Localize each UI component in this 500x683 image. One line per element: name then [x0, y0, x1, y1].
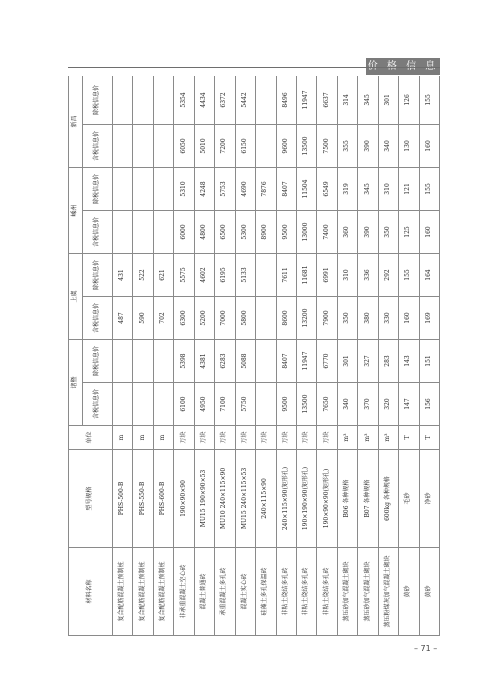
price-cell: 4248	[194, 167, 214, 210]
header-name: 材料名称	[69, 548, 113, 636]
subheader-incl-price: 含税信息价	[83, 210, 113, 253]
header-spec: 型号规格	[69, 450, 113, 548]
material-name-cell: 非粘土烧结多孔砖	[317, 548, 337, 636]
header-city-4: 新昌	[69, 76, 83, 167]
price-cell: 7200	[215, 124, 235, 167]
price-cell: 301	[337, 339, 357, 382]
price-cell: 5010	[194, 124, 214, 167]
price-cell	[153, 76, 173, 124]
material-name-cell: 复合配筋混凝土预制桩	[133, 548, 153, 636]
price-cell: 340	[337, 383, 357, 426]
price-cell: 155	[419, 76, 439, 124]
page-number: – 71 –	[414, 644, 438, 653]
spec-cell: 毛砂	[399, 450, 419, 548]
spec-cell: MU15 240×115×53	[235, 450, 255, 548]
price-cell: 7611	[276, 253, 296, 296]
price-cell: 355	[337, 124, 357, 167]
price-cell: 340	[378, 124, 398, 167]
price-cell: 125	[399, 210, 419, 253]
price-cell: 6500	[215, 210, 235, 253]
material-name-cell: 复合配筋混凝土预制桩	[113, 548, 133, 636]
unit-cell: m³	[337, 426, 357, 450]
unit-cell: m	[153, 426, 173, 450]
table-row	[174, 76, 194, 636]
price-cell: 4434	[194, 76, 214, 124]
price-cell: 6000	[174, 210, 194, 253]
spec-cell: MU15 190×90×53	[194, 450, 214, 548]
price-cell: 13500	[296, 383, 316, 426]
price-cell: 4950	[194, 383, 214, 426]
unit-cell: m	[133, 426, 153, 450]
price-cell: 431	[113, 253, 133, 296]
spec-cell: B06 各种规格	[337, 450, 357, 548]
price-cell: 5310	[174, 167, 194, 210]
price-cell: 151	[419, 339, 439, 382]
table-row	[153, 76, 173, 636]
material-name-cell: 非承重混凝土空心砖	[174, 548, 194, 636]
spec-cell: 190×90×90	[174, 450, 194, 548]
subheader-incl-price: 含税信息价	[83, 124, 113, 167]
subheader-excl-price: 除税信息价	[83, 339, 113, 382]
price-cell: 336	[358, 253, 378, 296]
price-cell	[133, 124, 153, 167]
price-cell	[256, 253, 276, 296]
price-cell: 6770	[317, 339, 337, 382]
price-cell: 13200	[296, 296, 316, 339]
price-cell: 6991	[317, 253, 337, 296]
table-row	[276, 76, 296, 636]
price-cell: 380	[358, 296, 378, 339]
price-cell: 327	[358, 339, 378, 382]
price-cell	[256, 339, 276, 382]
price-cell: 360	[337, 210, 357, 253]
price-cell: 5088	[235, 339, 255, 382]
price-cell: 160	[419, 210, 439, 253]
spec-cell: MU10 240×115×90	[215, 450, 235, 548]
price-cell	[133, 210, 153, 253]
price-cell: 370	[358, 383, 378, 426]
price-cell: 13000	[296, 210, 316, 253]
table-row	[235, 76, 255, 636]
spec-cell: 净砂	[419, 450, 439, 548]
table-row	[256, 76, 276, 636]
table-row	[215, 76, 235, 636]
unit-cell: m	[113, 426, 133, 450]
price-cell: 345	[358, 167, 378, 210]
unit-cell: 万块	[174, 426, 194, 450]
price-cell: 11504	[296, 167, 316, 210]
price-table-container	[68, 76, 440, 636]
spec-cell: PHS-600-B	[153, 450, 173, 548]
spec-cell: 240×115×90(矩形孔)	[276, 450, 296, 548]
subheader-incl-price: 含税信息价	[83, 383, 113, 426]
spec-cell: 190×190×90(矩形孔)	[296, 450, 316, 548]
price-cell: 5750	[235, 383, 255, 426]
price-cell: 6100	[174, 383, 194, 426]
price-cell	[113, 167, 133, 210]
price-cell: 11947	[296, 76, 316, 124]
price-cell: 6195	[215, 253, 235, 296]
material-name-cell: 蒸压砂加气混凝土砌块	[337, 548, 357, 636]
price-cell: 4381	[194, 339, 214, 382]
unit-cell: 万块	[194, 426, 214, 450]
price-cell: 7500	[317, 124, 337, 167]
material-name-cell: 蒸压粉煤灰加气混凝土砌块	[378, 548, 398, 636]
price-cell: 7900	[317, 296, 337, 339]
price-cell: 13500	[296, 124, 316, 167]
price-cell	[256, 124, 276, 167]
price-cell: 7100	[215, 383, 235, 426]
price-cell	[256, 383, 276, 426]
price-cell: 350	[378, 210, 398, 253]
price-cell: 6549	[317, 167, 337, 210]
table-row	[317, 76, 337, 636]
header-city-3: 嵊州	[69, 167, 83, 253]
material-name-cell: 黄砂	[419, 548, 439, 636]
spec-cell: 190×90×90(矩形孔)	[317, 450, 337, 548]
price-cell: 7000	[215, 296, 235, 339]
price-cell: 5398	[174, 339, 194, 382]
unit-cell: T	[399, 426, 419, 450]
price-cell	[133, 339, 153, 382]
price-cell	[153, 383, 173, 426]
price-cell	[153, 167, 173, 210]
price-table	[68, 76, 440, 636]
price-cell: 8407	[276, 339, 296, 382]
price-cell: 126	[399, 76, 419, 124]
price-cell: 8407	[276, 167, 296, 210]
spec-cell: PHS-500-B	[113, 450, 133, 548]
price-cell: 11681	[296, 253, 316, 296]
price-cell: 6637	[317, 76, 337, 124]
price-cell: 350	[337, 296, 357, 339]
price-cell: 390	[358, 124, 378, 167]
price-cell: 5200	[194, 296, 214, 339]
price-cell: 5800	[235, 296, 255, 339]
price-cell: 6300	[174, 296, 194, 339]
price-cell: 169	[419, 296, 439, 339]
price-cell: 9600	[276, 124, 296, 167]
price-cell: 9500	[276, 210, 296, 253]
price-cell	[113, 124, 133, 167]
price-cell: 5575	[174, 253, 194, 296]
header-city-2: 上虞	[69, 253, 83, 339]
price-cell	[113, 383, 133, 426]
material-name-cell: 混凝土实心砖	[235, 548, 255, 636]
header-city-1: 诸暨	[69, 339, 83, 425]
price-cell: 702	[153, 296, 173, 339]
subheader-excl-price: 除税信息价	[83, 167, 113, 210]
price-cell: 621	[153, 253, 173, 296]
unit-cell: T	[419, 426, 439, 450]
price-cell	[153, 339, 173, 382]
price-cell	[113, 339, 133, 382]
price-cell	[133, 76, 153, 124]
unit-cell: m³	[358, 426, 378, 450]
price-cell: 4800	[194, 210, 214, 253]
price-cell: 164	[419, 253, 439, 296]
price-cell: 283	[378, 339, 398, 382]
material-name-cell: 复合配筋混凝土预制桩	[153, 548, 173, 636]
price-cell	[153, 210, 173, 253]
price-cell: 121	[399, 167, 419, 210]
price-cell: 487	[113, 296, 133, 339]
material-name-cell: 混凝土普通砖	[194, 548, 214, 636]
price-cell	[133, 167, 153, 210]
price-cell: 8600	[276, 296, 296, 339]
price-cell: 6372	[215, 76, 235, 124]
price-cell	[133, 383, 153, 426]
price-cell: 11947	[296, 339, 316, 382]
price-cell: 155	[419, 167, 439, 210]
price-cell: 6150	[235, 124, 255, 167]
price-cell	[113, 76, 133, 124]
price-cell: 314	[337, 76, 357, 124]
price-cell: 155	[399, 253, 419, 296]
subheader-incl-price: 含税信息价	[83, 296, 113, 339]
material-name-cell: 承重混凝土多孔砖	[215, 548, 235, 636]
price-cell: 147	[399, 383, 419, 426]
spec-cell: 600kg 各种规格	[378, 450, 398, 548]
price-cell: 7400	[317, 210, 337, 253]
price-cell: 319	[337, 167, 357, 210]
subheader-excl-price: 除税信息价	[83, 253, 113, 296]
price-cell: 8496	[276, 76, 296, 124]
material-name-cell: 非粘土烧结多孔砖	[296, 548, 316, 636]
table-row	[113, 76, 133, 636]
price-cell: 301	[378, 76, 398, 124]
price-cell: 8900	[256, 210, 276, 253]
price-cell: 156	[419, 383, 439, 426]
rotated-table-frame	[68, 76, 440, 636]
spec-cell: PHS-550-B	[133, 450, 153, 548]
header-rule	[68, 67, 440, 68]
price-cell: 390	[358, 210, 378, 253]
unit-cell: 万块	[235, 426, 255, 450]
price-cell: 6050	[174, 124, 194, 167]
price-cell: 4690	[235, 167, 255, 210]
unit-cell: 万块	[276, 426, 296, 450]
table-row	[358, 76, 378, 636]
price-cell: 160	[399, 296, 419, 339]
price-cell: 330	[378, 296, 398, 339]
price-cell: 7650	[317, 383, 337, 426]
spec-cell: B07 各种规格	[358, 450, 378, 548]
price-cell: 310	[337, 253, 357, 296]
price-cell: 522	[133, 253, 153, 296]
price-cell: 310	[378, 167, 398, 210]
unit-cell: 万块	[317, 426, 337, 450]
price-cell: 5753	[215, 167, 235, 210]
price-cell: 4602	[194, 253, 214, 296]
table-row	[133, 76, 153, 636]
table-row	[337, 76, 357, 636]
price-cell	[256, 76, 276, 124]
price-cell: 292	[378, 253, 398, 296]
material-name-cell: 硅藻土多孔保温砖	[256, 548, 276, 636]
price-cell: 130	[399, 124, 419, 167]
table-row	[419, 76, 439, 636]
price-cell: 160	[419, 124, 439, 167]
material-name-cell: 蒸压砂加气混凝土砌块	[358, 548, 378, 636]
unit-cell: 万块	[215, 426, 235, 450]
table-row	[399, 76, 419, 636]
header-unit: 单位	[69, 426, 113, 450]
table-row	[378, 76, 398, 636]
price-cell: 590	[133, 296, 153, 339]
spec-cell: 240×115×90	[256, 450, 276, 548]
price-cell: 6283	[215, 339, 235, 382]
price-cell: 143	[399, 339, 419, 382]
price-cell	[256, 296, 276, 339]
price-cell: 7876	[256, 167, 276, 210]
material-name-cell: 非粘土烧结多孔砖	[276, 548, 296, 636]
table-row	[296, 76, 316, 636]
price-cell: 345	[358, 76, 378, 124]
price-cell: 5300	[235, 210, 255, 253]
material-name-cell: 黄砂	[399, 548, 419, 636]
unit-cell: 万块	[256, 426, 276, 450]
price-cell	[153, 124, 173, 167]
subheader-excl-price: 除税信息价	[83, 76, 113, 124]
price-cell: 9500	[276, 383, 296, 426]
unit-cell: m³	[378, 426, 398, 450]
price-cell: 320	[378, 383, 398, 426]
price-cell: 5133	[235, 253, 255, 296]
unit-cell: 万块	[296, 426, 316, 450]
price-cell: 5354	[174, 76, 194, 124]
price-cell: 5442	[235, 76, 255, 124]
table-row	[194, 76, 214, 636]
price-cell	[113, 210, 133, 253]
